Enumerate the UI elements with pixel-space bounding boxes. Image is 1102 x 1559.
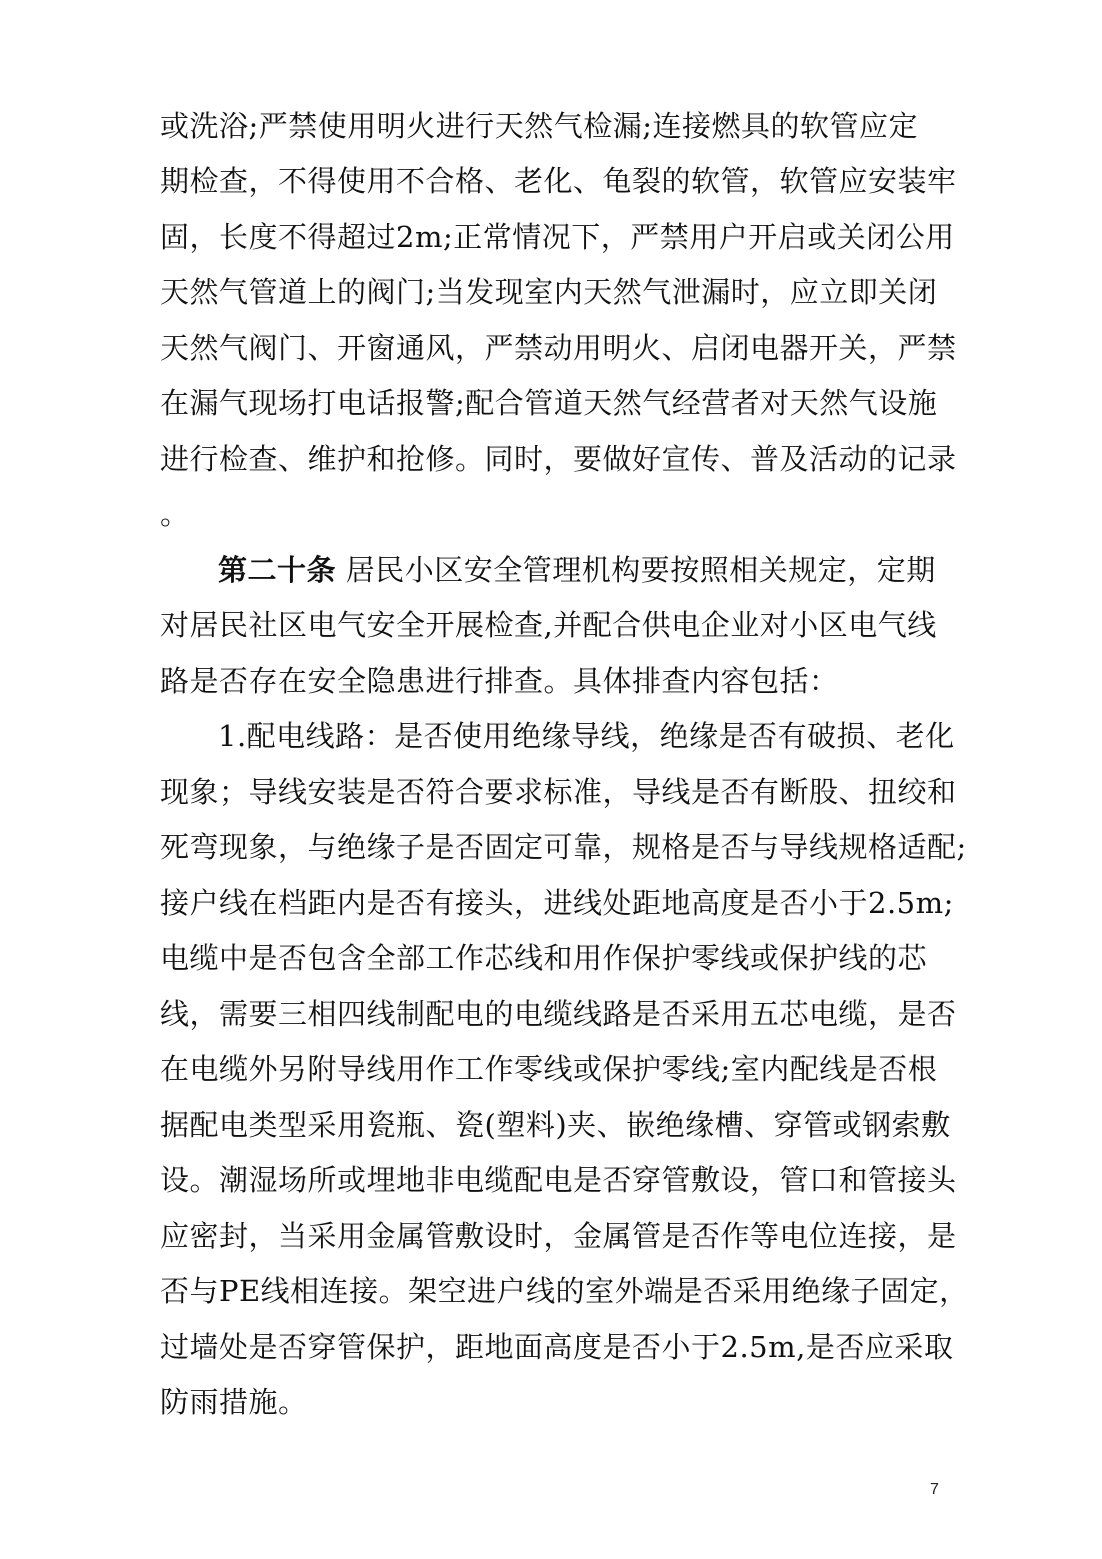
page-number: 7 <box>930 1481 939 1498</box>
body-line: 路是否存在安全隐患进行排查。具体排查内容包括： <box>160 664 839 698</box>
body-line: 设。潮湿场所或埋地非电缆配电是否穿管敷设，管口和管接头 <box>160 1163 957 1197</box>
body-line: 在漏气现场打电话报警;配合管道天然气经营者对天然气设施 <box>160 386 938 420</box>
article-20-first-line <box>218 550 936 590</box>
body-line: 或洗浴;严禁使用明火进行天然气检漏;连接燃具的软管应定 <box>160 109 919 143</box>
item-1-first-line: 1.配电线路：是否使用绝缘导线，绝缘是否有破损、老化 <box>218 719 955 753</box>
body-line: 固，长度不得超过2m;正常情况下，严禁用户开启或关闭公用 <box>160 220 955 254</box>
body-line: 天然气阀门、开窗通风，严禁动用明火、启闭电器开关，严禁 <box>160 331 957 365</box>
body-line: 死弯现象，与绝缘子是否固定可靠，规格是否与导线规格适配; <box>160 830 967 864</box>
article-text: 居民小区安全管理机构要按照相关规定，定期 <box>345 553 936 587</box>
body-line: 期检查，不得使用不合格、老化、龟裂的软管，软管应安装牢 <box>160 164 957 198</box>
body-line: 。 <box>160 497 190 531</box>
body-line: 应密封，当采用金属管敷设时，金属管是否作等电位连接，是 <box>160 1219 957 1253</box>
body-line: 线，需要三相四线制配电的电缆线路是否采用五芯电缆，是否 <box>160 997 957 1031</box>
body-line: 电缆中是否包含全部工作芯线和用作保护零线或保护线的芯 <box>160 941 928 975</box>
body-line: 过墙处是否穿管保护，距地面高度是否小于2.5m,是否应采取 <box>160 1330 954 1364</box>
body-line: 在电缆外另附导线用作工作零线或保护零线;室内配线是否根 <box>160 1052 938 1086</box>
body-line: 进行检查、维护和抢修。同时，要做好宣传、普及活动的记录 <box>160 442 957 476</box>
body-line: 对居民社区电气安全开展检查,并配合供电企业对小区电气线 <box>160 608 937 642</box>
body-line: 接户线在档距内是否有接头，进线处距地高度是否小于2.5m; <box>160 886 954 920</box>
body-line: 防雨措施。 <box>160 1385 308 1419</box>
body-line: 否与PE线相连接。架空进户线的室外端是否采用绝缘子固定， <box>160 1274 969 1308</box>
body-line: 现象；导线安装是否符合要求标准，导线是否有断股、扭绞和 <box>160 775 957 809</box>
body-line: 天然气管道上的阀门;当发现室内天然气泄漏时，应立即关闭 <box>160 275 938 309</box>
article-heading: 第二十条 <box>218 553 337 587</box>
body-line: 据配电类型采用瓷瓶、瓷(塑料)夹、嵌绝缘槽、穿管或钢索敷 <box>160 1108 951 1142</box>
